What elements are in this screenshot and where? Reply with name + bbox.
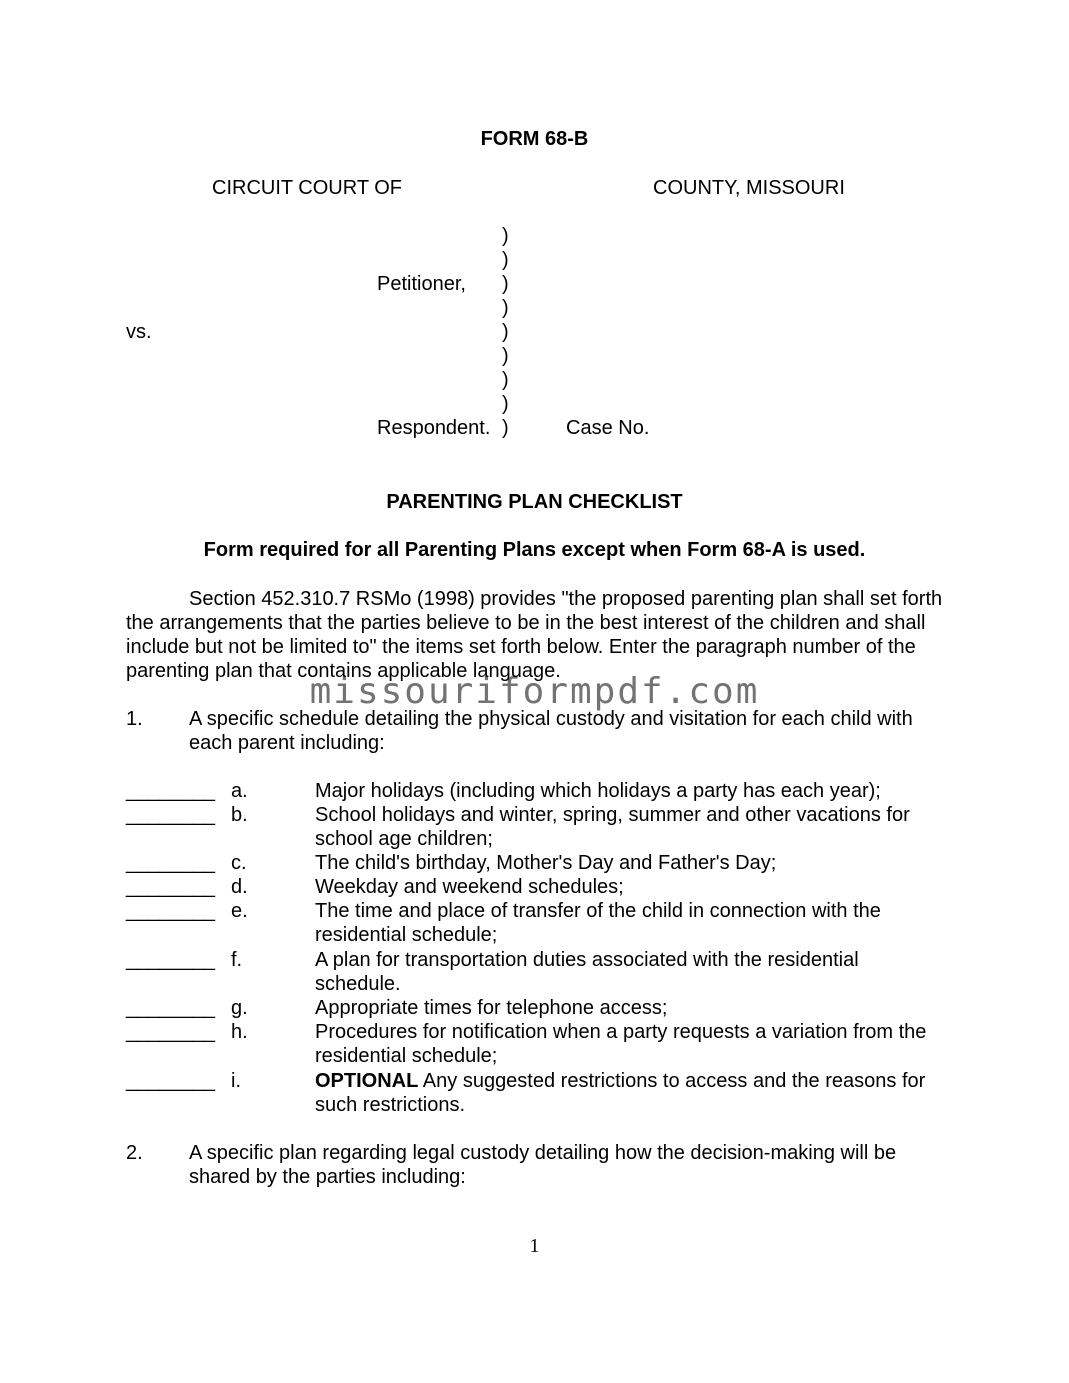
section-1-text: A specific schedule detailing the physical custody and visitation for each child with each parent including: [189, 708, 913, 754]
caption-paren: ) [502, 393, 509, 415]
item-text-a: Major holidays (including which holidays a party has each year); [315, 780, 881, 802]
caption-paren: ) [502, 417, 509, 439]
caption-paren: ) [502, 225, 509, 247]
item-text-h: Procedures for notification when a party requests a variation from the residential schedule; [315, 1021, 927, 1067]
item-letter-h: h. [231, 1021, 248, 1043]
vs-label: vs. [126, 321, 152, 343]
blank-line-e[interactable]: ________ [126, 900, 215, 922]
optional-label: OPTIONAL [315, 1070, 419, 1092]
petitioner-label: Petitioner, [377, 273, 466, 295]
caption-paren: ) [502, 297, 509, 319]
item-text-f: A plan for transportation duties associated with the residential schedule. [315, 949, 859, 995]
item-letter-c: c. [231, 852, 247, 874]
item-text-c: The child's birthday, Mother's Day and Father's Day; [315, 852, 777, 874]
item-text-g: Appropriate times for telephone access; [315, 997, 668, 1019]
item-letter-f: f. [231, 949, 243, 971]
blank-line-f[interactable]: ________ [126, 949, 215, 971]
blank-line-c[interactable]: ________ [126, 852, 215, 874]
item-text-d: Weekday and weekend schedules; [315, 876, 624, 898]
item-letter-e: e. [231, 900, 248, 922]
court-label-left: CIRCUIT COURT OF [212, 177, 403, 199]
blank-line-g[interactable]: ________ [126, 997, 215, 1019]
item-text-e: The time and place of transfer of the child in connection with the residential schedule; [315, 900, 881, 946]
page-number: 1 [529, 1235, 540, 1257]
respondent-label: Respondent. [377, 417, 491, 439]
caption-paren: ) [502, 345, 509, 367]
item-text-b: School holidays and winter, spring, summer and other vacations for school age children; [315, 804, 910, 850]
blank-line-b[interactable]: ________ [126, 804, 215, 826]
document-title: PARENTING PLAN CHECKLIST [386, 491, 683, 513]
item-letter-d: d. [231, 876, 248, 898]
blank-line-i[interactable]: ________ [126, 1070, 215, 1092]
intro-paragraph: Section 452.310.7 RSMo (1998) provides "the proposed parenting plan shall set forth the arrangements that the parties believe to be in the best interest of the children and shall include but not be limited to" the items set forth below. Enter the paragraph number of the parenting plan that contains applicable language. [126, 588, 943, 682]
item-text-i-body: Any suggested restrictions to access and the reasons for such restrictions. [315, 1070, 926, 1116]
item-text-i [315, 1069, 940, 1117]
caption-paren: ) [502, 249, 509, 271]
section-2-number: 2. [126, 1142, 143, 1164]
caption-paren: ) [502, 273, 509, 295]
caption-paren: ) [502, 369, 509, 391]
case-number-label: Case No. [566, 417, 650, 439]
section-1-number: 1. [126, 708, 143, 730]
item-letter-g: g. [231, 997, 248, 1019]
item-letter-b: b. [231, 804, 248, 826]
item-letter-a: a. [231, 780, 248, 802]
blank-line-a[interactable]: ________ [126, 780, 215, 802]
document-subtitle: Form required for all Parenting Plans except when Form 68-A is used. [203, 539, 866, 561]
court-label-right: COUNTY, MISSOURI [653, 177, 845, 199]
blank-line-d[interactable]: ________ [126, 876, 215, 898]
watermark: missouriformpdf.com [309, 671, 760, 712]
caption-paren: ) [502, 321, 509, 343]
blank-line-h[interactable]: ________ [126, 1021, 215, 1043]
section-2-text: A specific plan regarding legal custody detailing how the decision-making will be shared by the parties including: [189, 1142, 897, 1188]
item-letter-i: i. [231, 1070, 241, 1092]
form-title: FORM 68-B [480, 128, 589, 150]
